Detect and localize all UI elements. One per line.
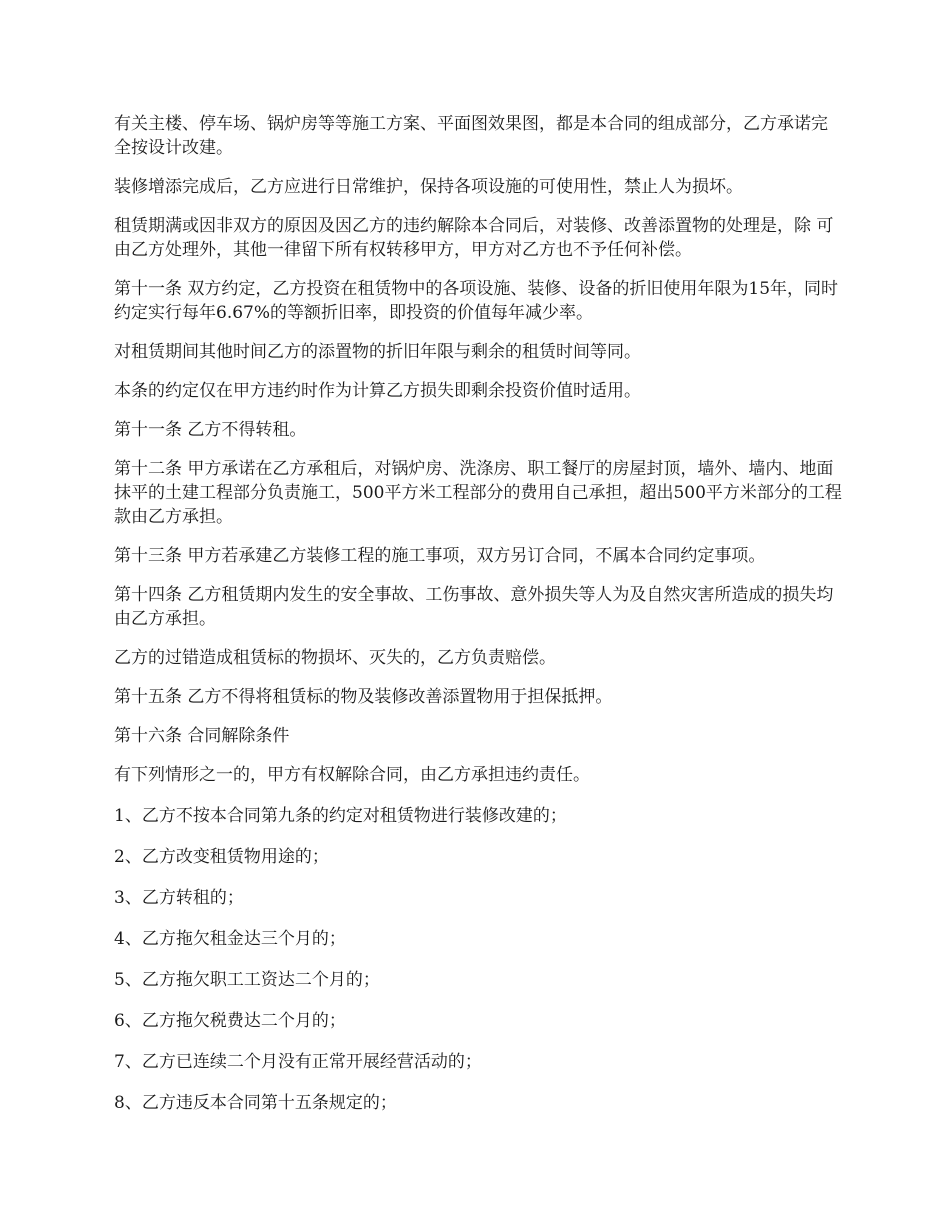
paragraph-12: 第十五条 乙方不得将租赁标的物及装修改善添置物用于担保抵押。 — [114, 687, 613, 707]
paragraph-14: 有下列情形之一的，甲方有权解除合同，由乙方承担违约责任。 — [114, 765, 590, 785]
paragraph-6: 本条的约定仅在甲方违约时作为计算乙方损失即剩余投资价值时适用。 — [114, 381, 641, 401]
list-item-6: 6、乙方拖欠税费达二个月的； — [114, 1011, 346, 1031]
paragraph-8: 第十二条 甲方承诺在乙方承租后，对锅炉房、洗涤房、职工餐厅的房屋封顶，墙外、墙内、地面抹平的土建工程部分负责施工，500平方米工程部分的费用自己承担，超出500平方米部分的工程款由乙方承担。 — [114, 459, 842, 527]
paragraph-5: 对租赁期间其他时间乙方的添置物的折旧年限与剩余的租赁时间等同。 — [114, 342, 641, 362]
list-item-8: 8、乙方违反本合同第十五条规定的； — [114, 1093, 397, 1113]
paragraph-7: 第十一条 乙方不得转租。 — [114, 420, 307, 440]
paragraph-3: 租赁期满或因非双方的原因及因乙方的违约解除本合同后，对装修、改善添置物的处理是，除 可由乙方处理外，其他一律留下所有权转移甲方，甲方对乙方也不予任何补偿。 — [114, 216, 834, 260]
list-item-1: 1、乙方不按本合同第九条的约定对租赁物进行装修改建的； — [114, 806, 567, 826]
list-item-2: 2、乙方改变租赁物用途的； — [114, 847, 329, 867]
paragraph-10: 第十四条 乙方租赁期内发生的安全事故、工伤事故、意外损失等人为及自然灾害所造成的损失均由乙方承担。 — [114, 585, 834, 629]
paragraph-1: 有关主楼、停车场、锅炉房等等施工方案、平面图效果图，都是本合同的组成部分，乙方承诺完全按设计改建。 — [114, 114, 828, 158]
list-item-3: 3、乙方转租的； — [114, 888, 244, 908]
list-item-5: 5、乙方拖欠职工工资达二个月的； — [114, 970, 380, 990]
paragraph-11: 乙方的过错造成租赁标的物损坏、灭失的，乙方负责赔偿。 — [114, 648, 556, 668]
paragraph-9: 第十三条 甲方若承建乙方装修工程的施工事项，双方另订合同，不属本合同约定事项。 — [114, 546, 766, 566]
section-heading-16: 第十六条 合同解除条件 — [114, 726, 290, 746]
paragraph-2: 装修增添完成后，乙方应进行日常维护，保持各项设施的可使用性，禁止人为损坏。 — [114, 177, 743, 197]
list-item-7: 7、乙方已连续二个月没有正常开展经营活动的； — [114, 1052, 482, 1072]
list-item-4: 4、乙方拖欠租金达三个月的； — [114, 929, 346, 949]
document-body — [114, 112, 844, 1132]
paragraph-4: 第十一条 双方约定，乙方投资在租赁物中的各项设施、装修、设备的折旧使用年限为15年，同时约定实行每年6.67%的等额折旧率，即投资的价值每年减少率。 — [114, 279, 839, 323]
